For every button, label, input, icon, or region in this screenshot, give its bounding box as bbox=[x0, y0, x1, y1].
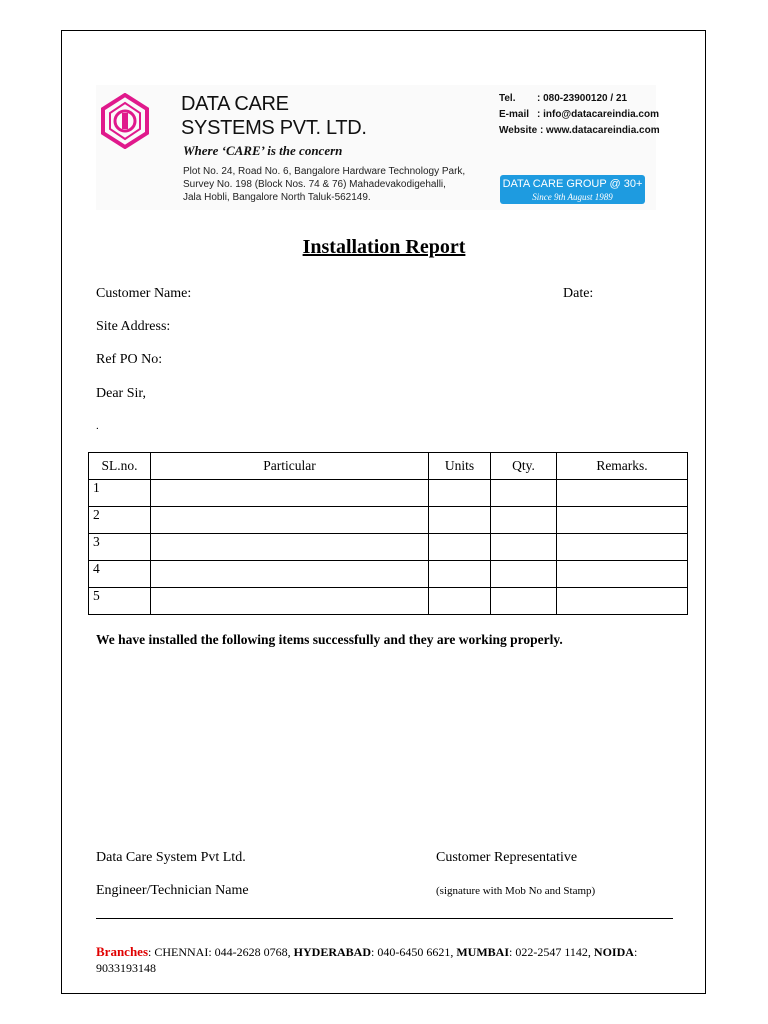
group-badge bbox=[500, 175, 645, 204]
installation-statement: We have installed the following items successfully and they are working properly. bbox=[96, 632, 563, 647]
date-label: Date: bbox=[563, 286, 594, 301]
table-row bbox=[89, 561, 688, 588]
document-title bbox=[0, 236, 768, 259]
remarks-cell[interactable] bbox=[557, 507, 688, 534]
contact-website bbox=[499, 123, 660, 139]
tel-value: : 080-23900120 / 21 bbox=[537, 93, 628, 104]
tel-label: Tel. bbox=[499, 93, 516, 104]
company-logo-icon bbox=[100, 93, 150, 149]
noida-label: NOIDA bbox=[593, 945, 634, 959]
noida-value: : bbox=[633, 945, 638, 959]
company-name bbox=[181, 92, 367, 140]
qty-cell[interactable] bbox=[491, 507, 557, 534]
units-cell[interactable] bbox=[429, 507, 491, 534]
mumbai-value: : 022-2547 1142, bbox=[509, 945, 594, 959]
company-name-line1: DATA CARE bbox=[181, 93, 289, 115]
row-number: 3 bbox=[89, 534, 151, 561]
contact-email bbox=[499, 107, 660, 123]
particular-cell[interactable] bbox=[151, 588, 429, 615]
particular-cell[interactable] bbox=[151, 561, 429, 588]
table-header-row bbox=[89, 453, 688, 480]
items-table bbox=[88, 452, 688, 615]
signoff-engineer: Engineer/Technician Name bbox=[96, 883, 249, 898]
document-title-text: Installation Report bbox=[302, 236, 466, 258]
customer-name-label: Customer Name: bbox=[96, 286, 192, 301]
units-cell[interactable] bbox=[429, 588, 491, 615]
units-cell[interactable] bbox=[429, 480, 491, 507]
salutation: Dear Sir, bbox=[96, 386, 146, 401]
contact-block bbox=[499, 91, 660, 139]
header-remarks: Remarks. bbox=[557, 453, 688, 480]
group-badge-line2: Since 9th August 1989 bbox=[532, 192, 613, 202]
dot-mark: . bbox=[96, 420, 99, 432]
header-qty: Qty. bbox=[491, 453, 557, 480]
site-address-label: Site Address: bbox=[96, 319, 171, 334]
row-number: 4 bbox=[89, 561, 151, 588]
address-line-2: Survey No. 198 (Block Nos. 74 & 76) Mahadevakodigehalli, bbox=[183, 179, 446, 190]
table-row bbox=[89, 588, 688, 615]
email-value: : info@datacareindia.com bbox=[537, 109, 659, 120]
remarks-cell[interactable] bbox=[557, 561, 688, 588]
company-address bbox=[183, 165, 465, 204]
row-number: 2 bbox=[89, 507, 151, 534]
qty-cell[interactable] bbox=[491, 588, 557, 615]
header-particular: Particular bbox=[151, 453, 429, 480]
address-line-1: Plot No. 24, Road No. 6, Bangalore Hardware Technology Park, bbox=[183, 166, 466, 177]
signoff-company: Data Care System Pvt Ltd. bbox=[96, 850, 246, 865]
footer-divider bbox=[96, 918, 673, 919]
remarks-cell[interactable] bbox=[557, 588, 688, 615]
particular-cell[interactable] bbox=[151, 507, 429, 534]
table-row bbox=[89, 534, 688, 561]
hyderabad-value: : 040-6450 6621, bbox=[371, 945, 457, 959]
header-units: Units bbox=[429, 453, 491, 480]
noida-phone: 9033193148 bbox=[96, 961, 156, 975]
company-tagline: Where ‘CARE’ is the concern bbox=[183, 143, 343, 158]
remarks-cell[interactable] bbox=[557, 534, 688, 561]
group-badge-line1: DATA CARE GROUP @ 30+ bbox=[502, 178, 643, 190]
branches-label: Branches bbox=[96, 944, 148, 959]
website-value: : www.datacareindia.com bbox=[539, 125, 660, 136]
hyderabad-label: HYDERABAD bbox=[293, 945, 372, 959]
email-label: E-mail bbox=[499, 109, 530, 120]
row-number: 5 bbox=[89, 588, 151, 615]
address-line-3: Jala Hobli, Bangalore North Taluk-562149. bbox=[183, 192, 371, 203]
remarks-cell[interactable] bbox=[557, 480, 688, 507]
ref-po-label: Ref PO No: bbox=[96, 352, 163, 367]
particular-cell[interactable] bbox=[151, 534, 429, 561]
mumbai-label: MUMBAI bbox=[456, 945, 510, 959]
row-number: 1 bbox=[89, 480, 151, 507]
website-label: Website bbox=[499, 125, 538, 136]
signature-note: (signature with Mob No and Stamp) bbox=[436, 885, 596, 897]
branches-footer bbox=[96, 944, 656, 976]
qty-cell[interactable] bbox=[491, 561, 557, 588]
table-row bbox=[89, 507, 688, 534]
table-row bbox=[89, 480, 688, 507]
contact-tel bbox=[499, 91, 660, 107]
header-slno: SL.no. bbox=[89, 453, 151, 480]
particular-cell[interactable] bbox=[151, 480, 429, 507]
units-cell[interactable] bbox=[429, 534, 491, 561]
signoff-customer-rep: Customer Representative bbox=[436, 850, 578, 865]
company-name-line2: SYSTEMS PVT. LTD. bbox=[181, 117, 367, 139]
qty-cell[interactable] bbox=[491, 534, 557, 561]
chennai-info: : CHENNAI: 044-2628 0768, bbox=[148, 945, 294, 959]
units-cell[interactable] bbox=[429, 561, 491, 588]
qty-cell[interactable] bbox=[491, 480, 557, 507]
